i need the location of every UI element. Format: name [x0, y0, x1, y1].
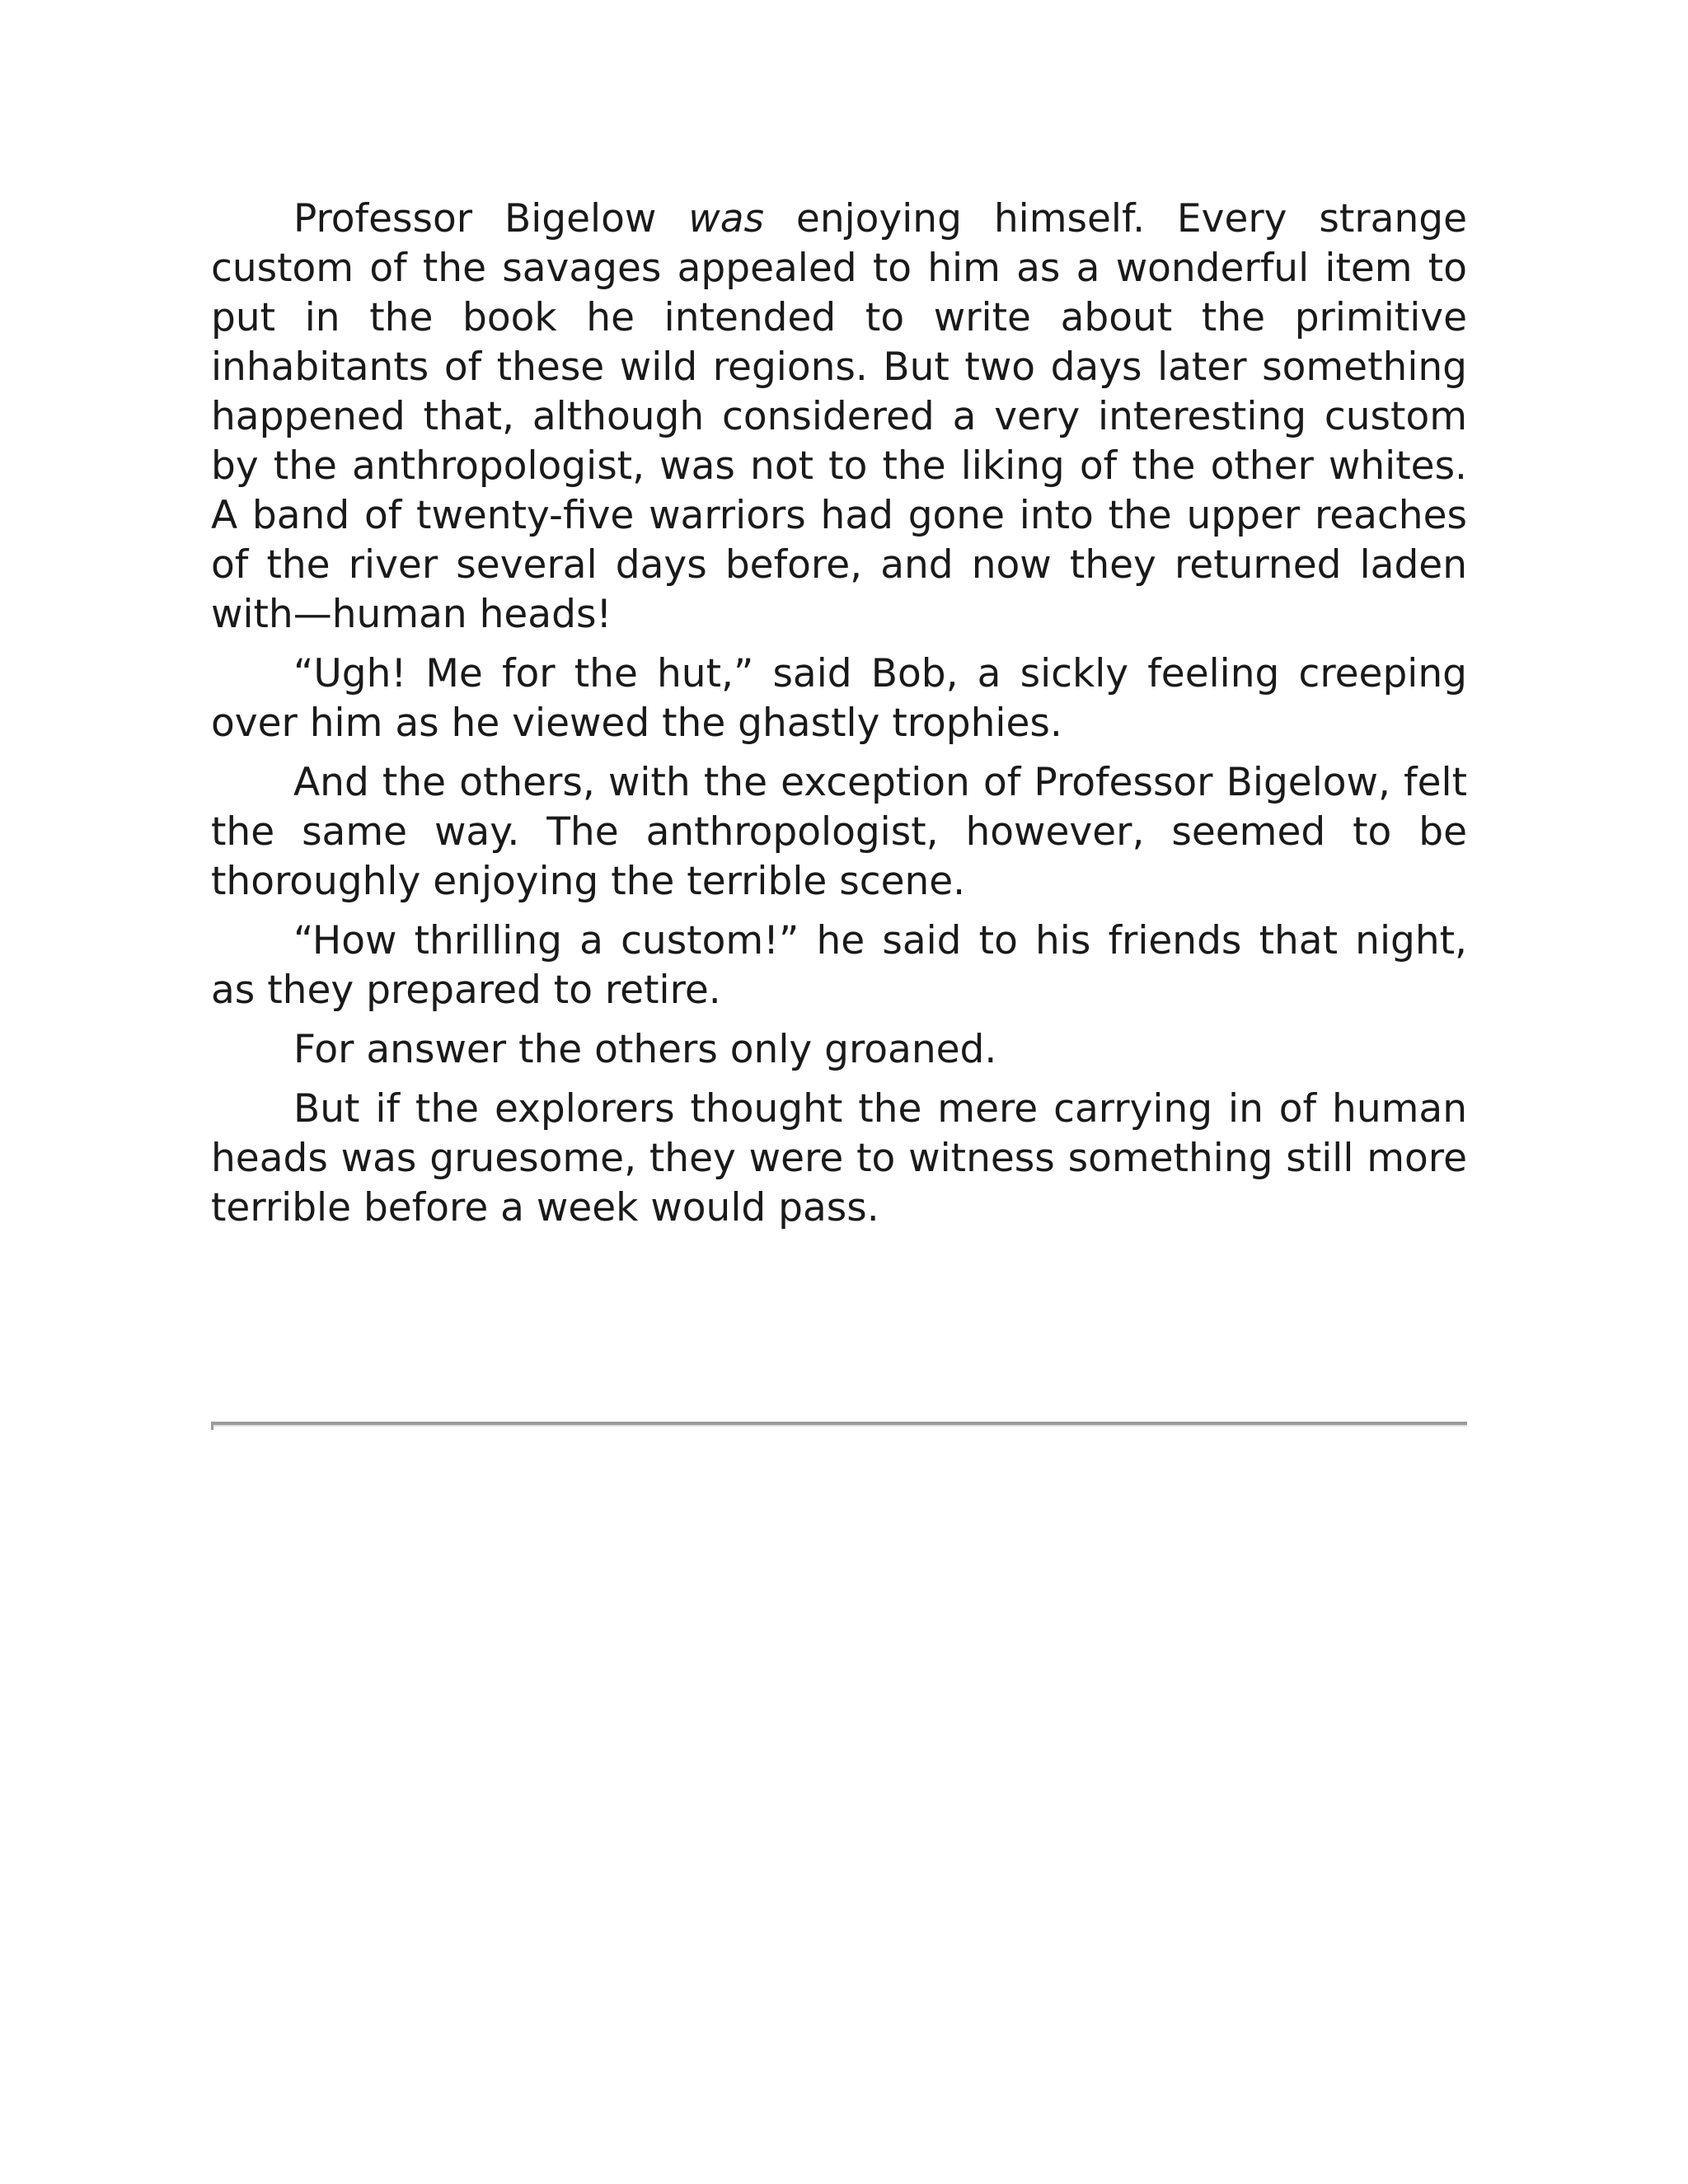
- paragraph-5: For answer the others only groaned.: [293, 1027, 997, 1072]
- paragraph-1-rest: enjoying himself. Every strange custom of the savages appealed to him as a wonderful item to put in the book he intended to write about the primitive inhabitants of these wild regions. But two days later something happened that, although considered a very interesting custom by the anthropologist, was not to the liking of the other whites. A band of twenty-five warriors had gone into the upper reaches of the river several days before, and now they returned laden with—human heads!: [211, 196, 1468, 637]
- section-divider: [211, 1422, 1467, 1427]
- emphasis-was: was: [688, 196, 764, 241]
- page-body: [211, 194, 1467, 1243]
- paragraph-1-lead: Professor Bigelow: [293, 196, 689, 241]
- paragraph-4: “How thrilling a custom!” he said to his friends that night, as they prepared to retire.: [211, 918, 1467, 1013]
- paragraph-2: “Ugh! Me for the hut,” said Bob, a sickly feeling creeping over him as he viewed the ghastly trophies.: [211, 651, 1467, 746]
- paragraph-1: [211, 194, 1467, 640]
- paragraph-3: And the others, with the exception of Professor Bigelow, felt the same way. The anthropologist, however, seemed to be thoroughly enjoying the terrible scene.: [211, 760, 1467, 904]
- paragraph-6: But if the explorers thought the mere carrying in of human heads was gruesome, they were to witness something still more terrible before a week would pass.: [211, 1086, 1467, 1230]
